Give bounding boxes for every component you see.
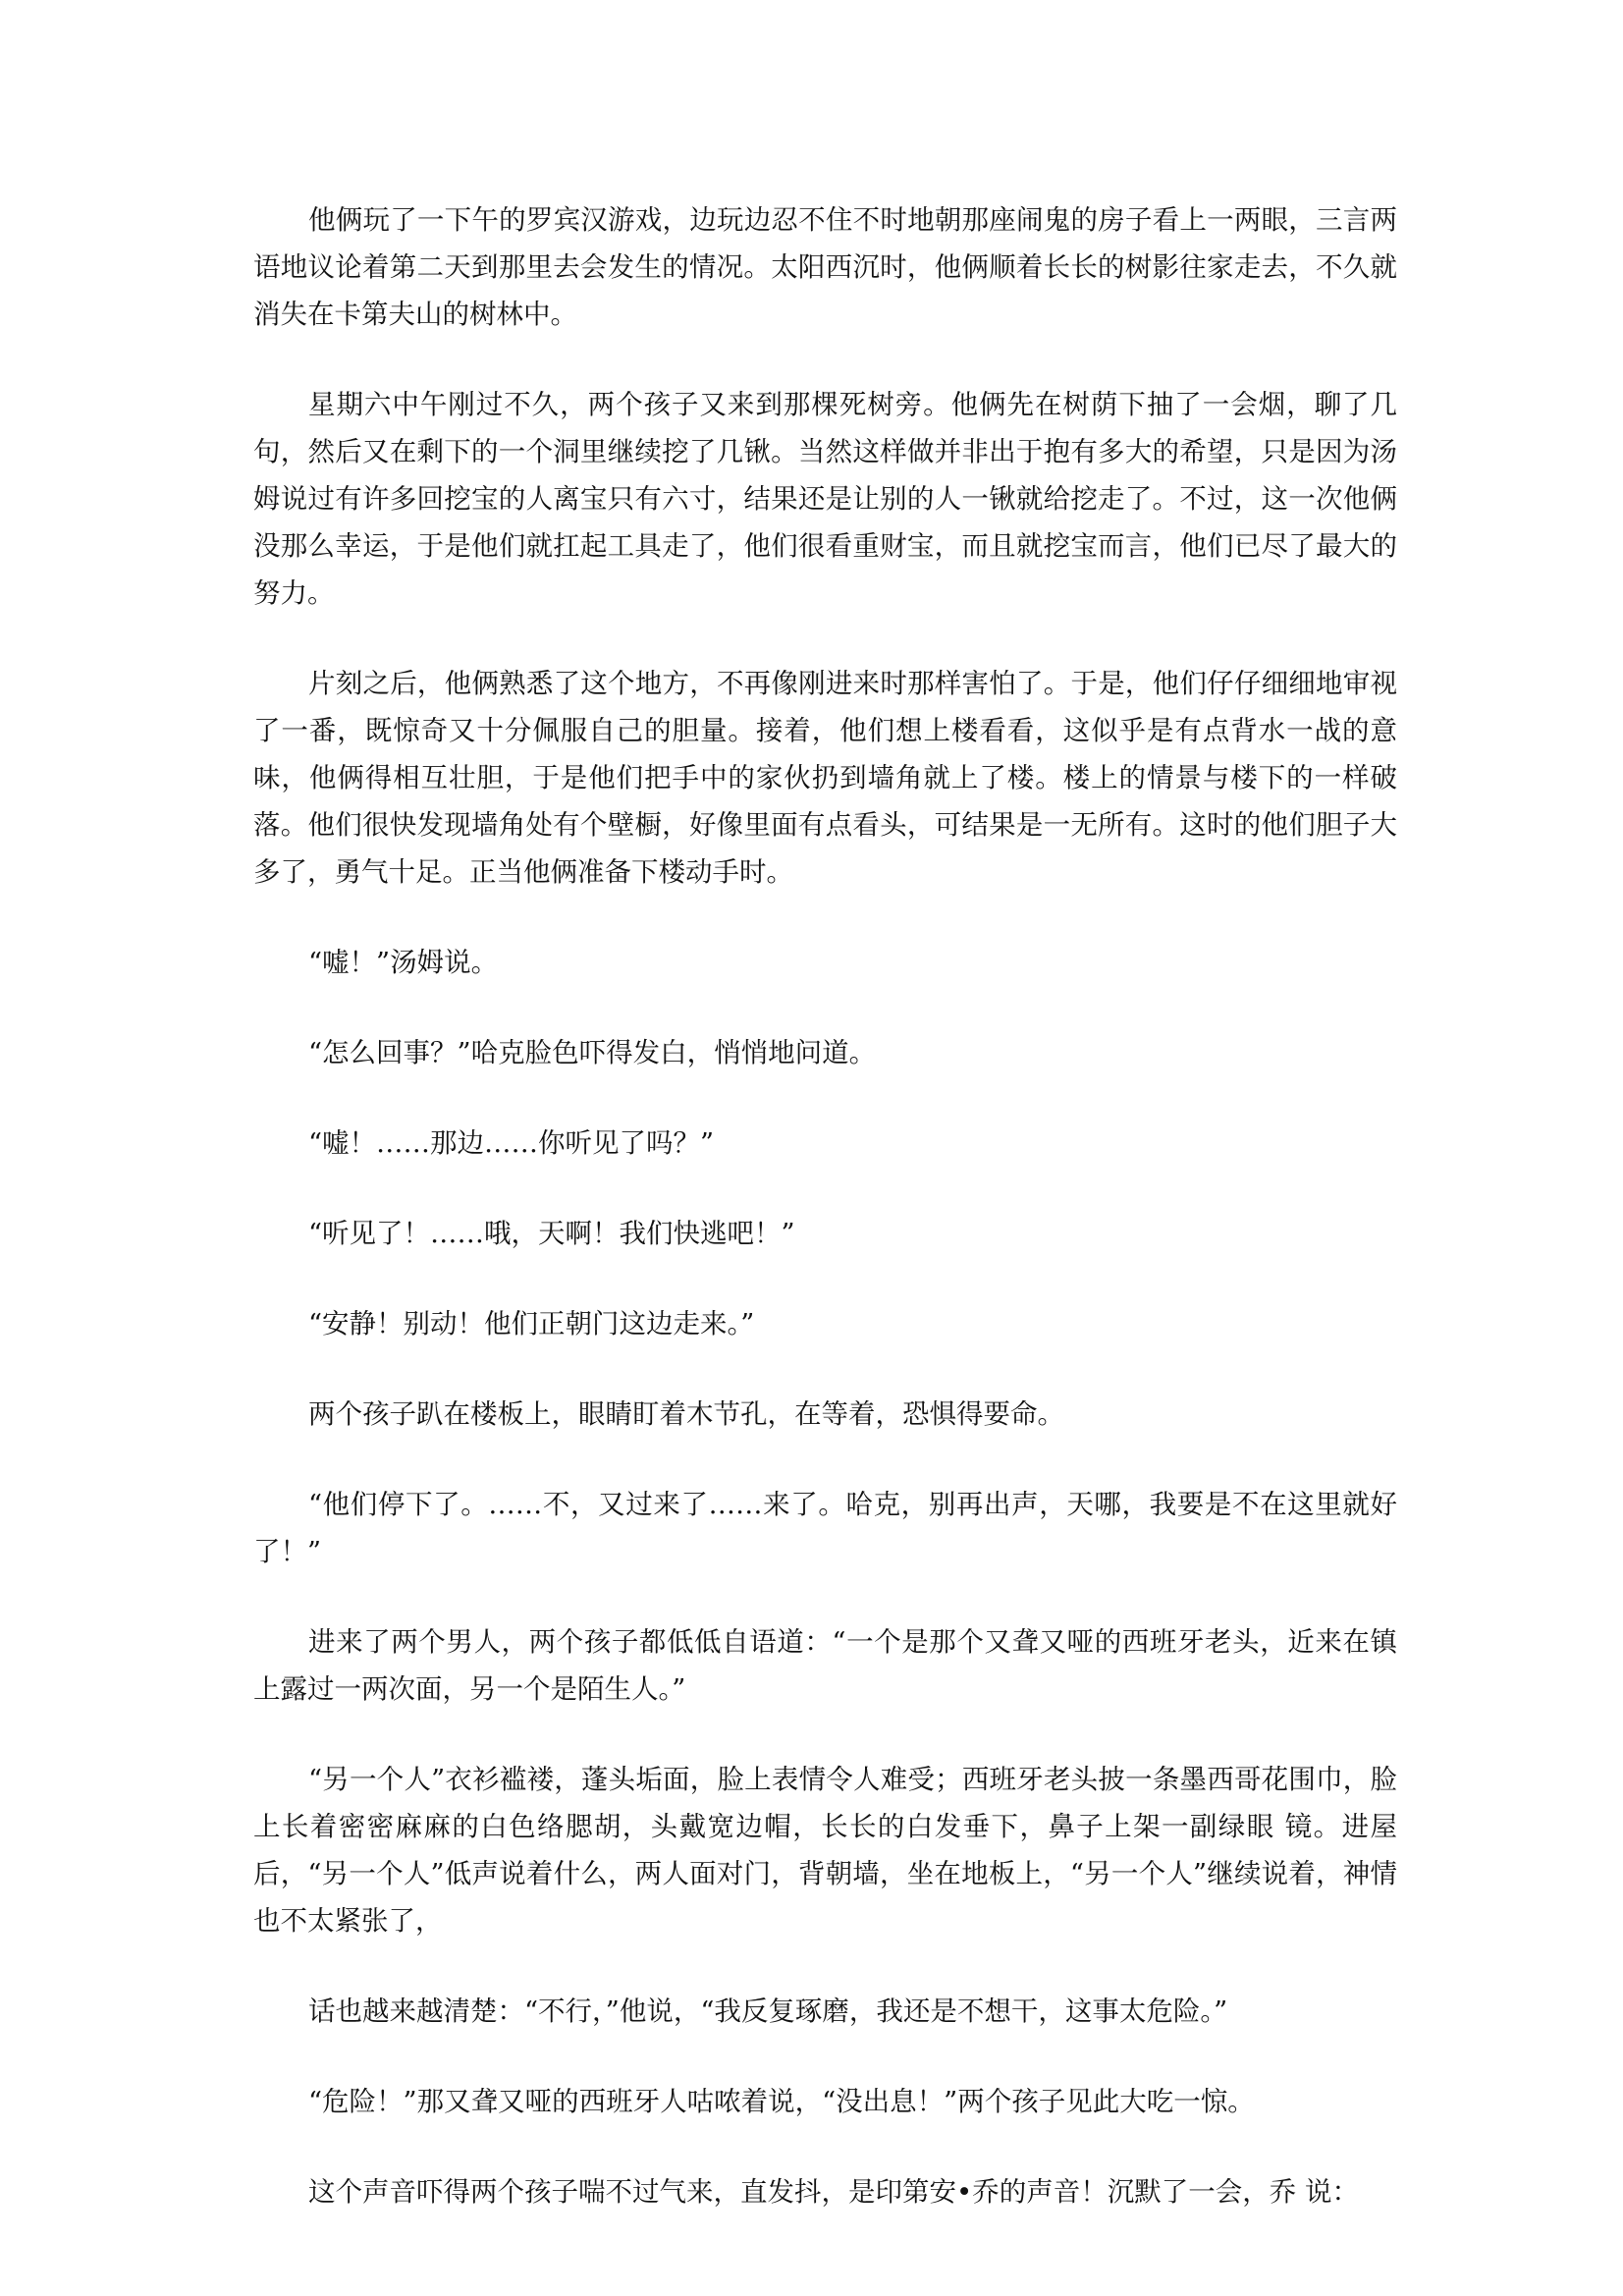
- paragraph: “嘘！……那边……你听见了吗？”: [308, 1127, 715, 1159]
- paragraph: 片刻之后，他俩熟悉了这个地方，不再像刚进来时那样害怕了。于是，他们仔仔细细地审视了一番，既惊奇又十分佩服自己的胆量。接着，他们想上楼看看，这似乎是有点背水一战的意味，他俩得相互壮胆，于是他们把手中的家伙扔到墙角就上了楼。楼上的情景与楼下的一样破落。他们很快发现墙角处有个壁橱，好像里面有点看头，可结果是一无所有。这时的他们胆子大多了，勇气十足。正当他俩准备下楼动手时。: [253, 668, 1397, 888]
- paragraph: “听见了！……哦，天啊！我们快逃吧！”: [308, 1218, 795, 1249]
- document-page: [253, 196, 1397, 2215]
- paragraph: “危险！”那又聋又哑的西班牙人咕哝着说，“没出息！”两个孩子见此大吃一惊。: [308, 2086, 1255, 2117]
- paragraph: 两个孩子趴在楼板上，眼睛盯着木节孔，在等着，恐惧得要命。: [308, 1398, 1064, 1430]
- paragraph: 星期六中午刚过不久，两个孩子又来到那棵死树旁。他俩先在树荫下抽了一会烟，聊了几句，然后又在剩下的一个洞里继续挖了几锹。当然这样做并非出于抱有多大的希望，只是因为汤姆说过有许多回挖宝的人离宝只有六寸，结果还是让别的人一锹就给挖走了。不过，这一次他俩没那么幸运，于是他们就扛起工具走了，他们很看重财宝，而且就挖宝而言，他们已尽了最大的努力。: [253, 389, 1397, 609]
- paragraph: 他俩玩了一下午的罗宾汉游戏，边玩边忍不住不时地朝那座闹鬼的房子看上一两眼，三言两语地议论着第二天到那里去会发生的情况。太阳西沉时，他俩顺着长长的树影往家走去，不久就消失在卡第夫山的树林中。: [253, 204, 1397, 330]
- paragraph: 进来了两个男人，两个孩子都低低自语道：“一个是那个又聋又哑的西班牙老头，近来在镇上露过一两次面，另一个是陌生人。”: [253, 1626, 1397, 1705]
- paragraph: “嘘！”汤姆说。: [308, 947, 499, 978]
- paragraph: 这个声音吓得两个孩子喘不过气来，直发抖，是印第安•乔的声音！沉默了一会，乔 说：: [308, 2176, 1359, 2208]
- paragraph: “安静！别动！他们正朝门这边走来。”: [308, 1308, 755, 1339]
- paragraph: “怎么回事？”哈克脸色吓得发白，悄悄地问道。: [308, 1037, 877, 1068]
- paragraph: 话也越来越清楚：“不行，”他说，“我反复琢磨，我还是不想干，这事太危险。”: [308, 1995, 1228, 2027]
- paragraph: “另一个人”衣衫褴褛，蓬头垢面，脸上表情令人难受；西班牙老头披一条墨西哥花围巾，脸上长着密密麻麻的白色络腮胡，头戴宽边帽，长长的白发垂下，鼻子上架一副绿眼 镜。进屋后，“另一个人”低声说着什么，两人面对门，背朝墙，坐在地板上，“另一个人”继续说着，神情也不太紧张了，: [253, 1764, 1397, 1937]
- paragraph: “他们停下了。……不，又过来了……来了。哈克，别再出声，天哪，我要是不在这里就好了！”: [253, 1489, 1397, 1567]
